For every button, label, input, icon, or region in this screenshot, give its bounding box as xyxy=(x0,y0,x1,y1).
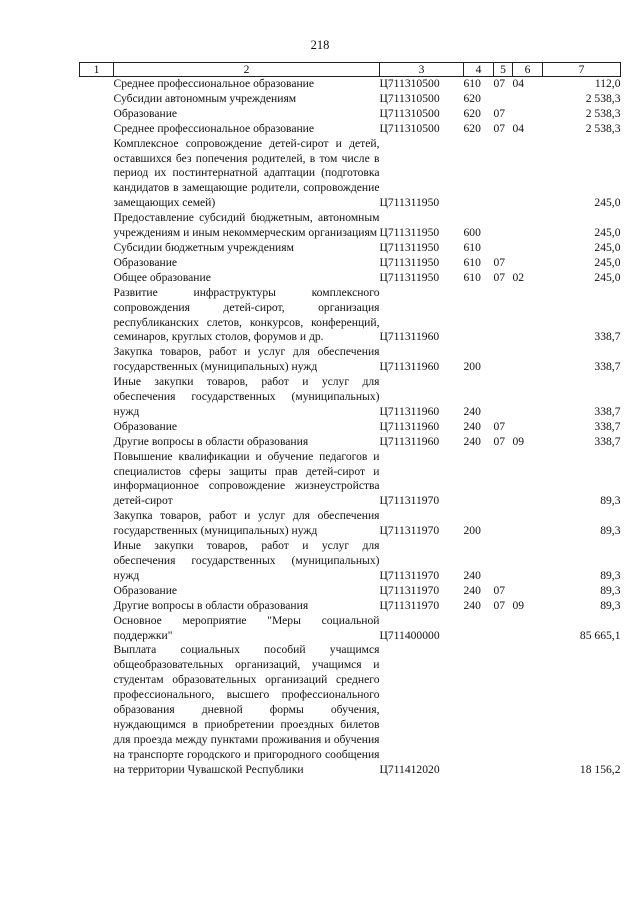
row-code: Ц711311960 xyxy=(379,419,440,433)
row-amount: 2 538,3 xyxy=(585,106,621,120)
row-col4: 240 xyxy=(463,598,481,612)
row-col6 xyxy=(513,584,543,599)
row-number-cell xyxy=(80,509,114,539)
row-col5 xyxy=(494,375,513,420)
table-row xyxy=(80,584,621,599)
row-amount: 245,0 xyxy=(594,255,621,269)
row-col5: 07 xyxy=(493,77,506,90)
header-row xyxy=(80,63,621,77)
table-row xyxy=(80,599,621,614)
row-name: Иные закупки товаров, работ и услуг для обеспечения государственных (муниципальных) нужд xyxy=(113,375,380,418)
row-number-cell xyxy=(80,137,114,212)
table-row xyxy=(80,271,621,286)
row-col4: 240 xyxy=(463,568,481,582)
row-amount: 245,0 xyxy=(594,270,621,284)
row-code: Ц711310500 xyxy=(379,121,440,135)
row-number-cell xyxy=(80,77,114,92)
row-number-cell xyxy=(80,211,114,241)
row-col6 xyxy=(513,107,543,122)
row-name: Среднее профессиональное образование xyxy=(113,77,315,90)
row-col6 xyxy=(513,241,543,256)
row-number-cell xyxy=(80,643,114,777)
row-col4: 240 xyxy=(463,434,481,448)
row-col4: 240 xyxy=(463,419,481,433)
row-col6 xyxy=(513,643,543,777)
row-number-cell xyxy=(80,450,114,510)
row-code: Ц711400000 xyxy=(379,628,440,642)
row-col6: 09 xyxy=(512,434,525,448)
row-col4 xyxy=(464,137,494,212)
row-code: Ц711311970 xyxy=(379,524,440,538)
row-number-cell xyxy=(80,345,114,375)
row-code: Ц711310500 xyxy=(379,77,440,90)
row-code: Ц711310500 xyxy=(379,106,440,120)
row-amount: 338,7 xyxy=(594,404,621,418)
row-amount: 338,7 xyxy=(594,330,621,344)
row-col4: 620 xyxy=(463,121,481,135)
column-header-3: 3 xyxy=(380,63,464,77)
row-number-cell xyxy=(80,271,114,286)
row-name: Иные закупки товаров, работ и услуг для обеспечения государственных (муниципальных) нужд xyxy=(113,539,380,582)
row-name: Комплексное сопровождение детей-сирот и детей, оставшихся без попечения родителей, в том числе в период их постинтернатной адаптации (подготовка кандидатов в замещающие родители, сопровождение замещающих семей) xyxy=(113,136,380,210)
row-code: Ц711311960 xyxy=(379,330,440,344)
row-number-cell xyxy=(80,614,114,644)
table-row xyxy=(80,77,621,92)
row-col6 xyxy=(513,211,543,241)
table-row xyxy=(80,92,621,107)
table-row xyxy=(80,539,621,584)
row-number-cell xyxy=(80,375,114,420)
table-row xyxy=(80,345,621,375)
table-row xyxy=(80,137,621,212)
row-col4: 620 xyxy=(463,91,481,105)
row-col4: 610 xyxy=(463,77,481,90)
row-name: Образование xyxy=(113,419,178,433)
row-code: Ц711310500 xyxy=(379,91,440,105)
row-col4 xyxy=(464,643,494,777)
row-name: Общее образование xyxy=(113,270,211,284)
table-row xyxy=(80,241,621,256)
row-number-cell xyxy=(80,241,114,256)
row-name: Развитие инфраструктуры комплексного сопровождения детей-сирот, организация республиканских слетов, конкурсов, конференций, семинаров, круглых столов, форумов и др. xyxy=(113,285,380,344)
row-col5 xyxy=(494,345,513,375)
row-col5 xyxy=(494,92,513,107)
row-amount: 338,7 xyxy=(594,419,621,433)
column-header-4: 4 xyxy=(464,63,494,77)
table-row xyxy=(80,450,621,510)
row-col5: 07 xyxy=(493,121,506,135)
row-amount: 112,0 xyxy=(594,77,621,90)
row-col6 xyxy=(513,539,543,584)
row-name: Основное мероприятие "Меры социальной поддержки" xyxy=(113,613,380,642)
row-code: Ц711311950 xyxy=(379,196,440,210)
row-name: Субсидии автономным учреждениям xyxy=(113,91,297,105)
row-number-cell xyxy=(80,584,114,599)
row-name: Среднее профессиональное образование xyxy=(113,121,315,135)
row-amount: 245,0 xyxy=(594,196,621,210)
row-name: Предоставление субсидий бюджетным, автономным учреждениям и иным некоммерческим организациям xyxy=(113,211,380,240)
row-col4 xyxy=(464,450,494,510)
row-name: Образование xyxy=(113,106,178,120)
row-code: Ц711311950 xyxy=(379,226,440,240)
row-col5 xyxy=(494,137,513,212)
table-row xyxy=(80,107,621,122)
row-number-cell xyxy=(80,420,114,435)
row-amount: 2 538,3 xyxy=(585,121,621,135)
row-col4 xyxy=(464,614,494,644)
row-code: Ц711311970 xyxy=(379,494,440,508)
row-amount: 89,3 xyxy=(600,494,621,508)
table-row xyxy=(80,211,621,241)
row-amount: 2 538,3 xyxy=(585,91,621,105)
row-col4: 610 xyxy=(463,270,481,284)
row-amount: 89,3 xyxy=(600,568,621,582)
row-col6: 09 xyxy=(512,598,525,612)
row-col5 xyxy=(494,643,513,777)
row-amount: 338,7 xyxy=(594,434,621,448)
table-row xyxy=(80,256,621,271)
table-row xyxy=(80,614,621,644)
row-col6 xyxy=(513,256,543,271)
row-col6 xyxy=(513,450,543,510)
row-code: Ц711311950 xyxy=(379,240,440,254)
row-col6: 02 xyxy=(512,270,525,284)
row-col6 xyxy=(513,137,543,212)
row-number-cell xyxy=(80,286,114,346)
row-col5: 07 xyxy=(493,434,506,448)
column-header-1: 1 xyxy=(80,63,114,77)
table-row xyxy=(80,122,621,137)
row-col5: 07 xyxy=(493,598,506,612)
row-code: Ц711412020 xyxy=(379,762,440,776)
row-code: Ц711311960 xyxy=(379,434,440,448)
row-code: Ц711311970 xyxy=(379,568,440,582)
column-header-7: 7 xyxy=(543,63,621,77)
table-row xyxy=(80,435,621,450)
row-col6 xyxy=(513,614,543,644)
row-col5 xyxy=(494,450,513,510)
table-row xyxy=(80,643,621,777)
row-col5 xyxy=(494,286,513,346)
row-col4: 200 xyxy=(463,360,481,374)
row-number-cell xyxy=(80,107,114,122)
row-col5 xyxy=(494,241,513,256)
row-name: Другие вопросы в области образования xyxy=(113,598,309,612)
budget-table xyxy=(79,62,621,778)
row-col6 xyxy=(513,92,543,107)
row-col4 xyxy=(464,286,494,346)
row-name: Повышение квалификации и обучение педагогов и специалистов сферы защиты прав детей-сирот и информационное сопровождение жизнеустройства детей-сирот xyxy=(113,449,380,508)
row-name: Выплата социальных пособий учащимся общеобразовательных организаций, учащимся и студентам образовательных организаций среднего профессионального, высшего профессионального образования дневной формы обучения, нуждающимся в приобретении проездных билетов для проезда между пунктами проживания и обучения на транспорте городского и пригородного сообщения на территории Чувашской Республики xyxy=(113,643,380,776)
row-code: Ц711311960 xyxy=(379,360,440,374)
row-col6: 04 xyxy=(512,121,525,135)
row-col5: 07 xyxy=(493,106,506,120)
row-col6: 04 xyxy=(512,77,525,90)
row-name: Закупка товаров, работ и услуг для обеспечения государственных (муниципальных) нужд xyxy=(113,509,380,538)
row-number-cell xyxy=(80,435,114,450)
table-row xyxy=(80,420,621,435)
row-col4: 240 xyxy=(463,404,481,418)
row-col5: 07 xyxy=(493,419,506,433)
row-col6 xyxy=(513,375,543,420)
row-col4: 600 xyxy=(463,226,481,240)
row-col5 xyxy=(494,509,513,539)
page-number: 218 xyxy=(310,38,330,52)
row-col5 xyxy=(494,211,513,241)
row-col4: 620 xyxy=(463,106,481,120)
row-col5: 07 xyxy=(493,583,506,597)
row-col6 xyxy=(513,345,543,375)
row-code: Ц711311970 xyxy=(379,583,440,597)
row-name: Закупка товаров, работ и услуг для обеспечения государственных (муниципальных) нужд xyxy=(113,345,380,374)
row-number-cell xyxy=(80,122,114,137)
row-name: Образование xyxy=(113,255,178,269)
table-body xyxy=(80,77,621,778)
row-number-cell xyxy=(80,92,114,107)
table-row xyxy=(80,286,621,346)
row-number-cell xyxy=(80,599,114,614)
row-code: Ц711311950 xyxy=(379,255,440,269)
row-code: Ц711311970 xyxy=(379,598,440,612)
row-name: Образование xyxy=(113,583,178,597)
row-number-cell xyxy=(80,256,114,271)
row-col4: 610 xyxy=(463,255,481,269)
row-name: Субсидии бюджетным учреждениям xyxy=(113,240,294,254)
column-header-6: 6 xyxy=(513,63,543,77)
row-name: Другие вопросы в области образования xyxy=(113,434,309,448)
row-number-cell xyxy=(80,539,114,584)
row-col5 xyxy=(494,614,513,644)
row-amount: 85 665,1 xyxy=(579,628,621,642)
row-col4: 610 xyxy=(463,240,481,254)
row-amount: 245,0 xyxy=(594,226,621,240)
column-header-2: 2 xyxy=(114,63,380,77)
row-col6 xyxy=(513,509,543,539)
row-col4: 200 xyxy=(463,524,481,538)
row-amount: 18 156,2 xyxy=(579,762,621,776)
row-amount: 89,3 xyxy=(600,598,621,612)
row-amount: 245,0 xyxy=(594,240,621,254)
column-header-5: 5 xyxy=(494,63,513,77)
row-code: Ц711311950 xyxy=(379,270,440,284)
row-code: Ц711311960 xyxy=(379,404,440,418)
row-col6 xyxy=(513,420,543,435)
row-col4: 240 xyxy=(463,583,481,597)
row-col6 xyxy=(513,286,543,346)
table-row xyxy=(80,375,621,420)
row-amount: 338,7 xyxy=(594,360,621,374)
row-col5 xyxy=(494,539,513,584)
table-row xyxy=(80,509,621,539)
row-col5: 07 xyxy=(493,270,506,284)
row-amount: 89,3 xyxy=(600,583,621,597)
row-col5: 07 xyxy=(493,255,506,269)
row-amount: 89,3 xyxy=(600,524,621,538)
